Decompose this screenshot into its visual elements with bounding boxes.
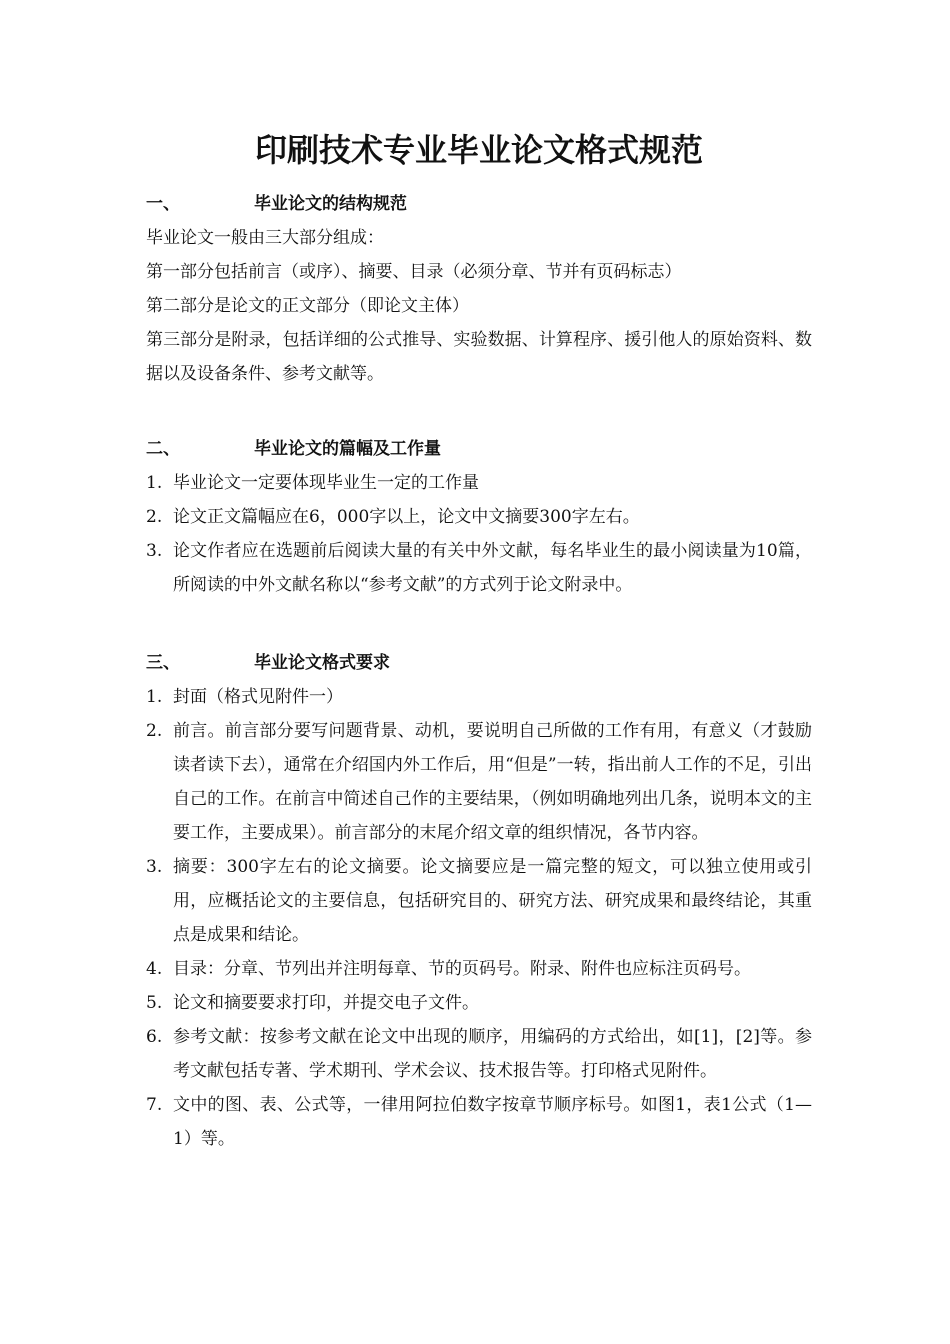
section-structure <box>146 187 812 391</box>
list-item-number: 1. <box>146 473 163 493</box>
list-item-text: 论文作者应在选题前后阅读大量的有关中外文献，每名毕业生的最小阅读量为10篇， 所阅读的中外文献名称以“参考文献”的方式列于论文附录中。 <box>173 541 812 595</box>
list-item <box>146 534 812 602</box>
section-number: 一、 <box>146 194 180 214</box>
section-format <box>146 646 812 1156</box>
section-heading <box>146 187 812 221</box>
section-heading-text: 毕业论文格式要求 <box>254 653 390 673</box>
list-item-text: 摘要：300字左右的论文摘要。论文摘要应是一篇完整的短文，可以独立使用或引用，应概括论文的主要信息，包括研究目的、研究方法、研究成果和最终结论，其重点是成果和结论。 <box>173 857 812 945</box>
list-item-number: 7. <box>146 1095 163 1115</box>
section-length <box>146 432 812 602</box>
section-heading <box>146 432 812 466</box>
list-item-text: 毕业论文一定要体现毕业生一定的工作量 <box>173 473 479 493</box>
list-item <box>146 986 812 1020</box>
list-item-text: 论文和摘要要求打印，并提交电子文件。 <box>173 993 479 1013</box>
paragraph: 第一部分包括前言（或序）、摘要、目录（必须分章、节并有页码标志） <box>146 262 682 282</box>
list-item <box>146 466 812 500</box>
list-item-number: 3. <box>146 857 163 877</box>
paragraph: 毕业论文一般由三大部分组成： <box>146 228 384 248</box>
paragraph: 第二部分是论文的正文部分（即论文主体） <box>146 296 469 316</box>
list-item-text: 目录：分章、节列出并注明每章、节的页码号。附录、附件也应标注页码号。 <box>173 959 751 979</box>
section-heading-text: 毕业论文的篇幅及工作量 <box>254 439 441 459</box>
list-item-number: 5. <box>146 993 163 1013</box>
section-number: 二、 <box>146 439 180 459</box>
list-item-number: 6. <box>146 1027 163 1047</box>
list-item-number: 4. <box>146 959 163 979</box>
list-item-text: 文中的图、表、公式等，一律用阿拉伯数字按章节顺序标号。如图1，表1公式（1—1）等。 <box>173 1095 812 1149</box>
list-item-text: 封面（格式见附件一） <box>173 687 343 707</box>
list-item-number: 1. <box>146 687 163 707</box>
list-item <box>146 1088 812 1156</box>
list-item <box>146 714 812 850</box>
section-heading-text: 毕业论文的结构规范 <box>254 194 407 214</box>
list-item-text: 参考文献：按参考文献在论文中出现的顺序，用编码的方式给出，如[1]，[2]等。参考文献包括专著、学术期刊、学术会议、技术报告等。打印格式见附件。 <box>173 1027 812 1081</box>
list-item-number: 3. <box>146 541 163 561</box>
document-title: 印刷技术专业毕业论文格式规范 <box>254 131 703 169</box>
list-item <box>146 680 812 714</box>
paragraph: 第三部分是附录，包括详细的公式推导、实验数据、计算程序、援引他人的原始资料、数据以及设备条件、参考文献等。 <box>146 330 812 384</box>
list-item <box>146 952 812 986</box>
list-item-number: 2. <box>146 507 163 527</box>
list-item <box>146 850 812 952</box>
list-item-number: 2. <box>146 721 163 741</box>
list-item <box>146 1020 812 1088</box>
list-item-text: 论文正文篇幅应在6，000字以上，论文中文摘要300字左右。 <box>173 507 640 527</box>
section-heading <box>146 646 812 680</box>
list-item <box>146 500 812 534</box>
section-number: 三、 <box>146 653 180 673</box>
list-item-text: 前言。前言部分要写问题背景、动机，要说明自己所做的工作有用，有意义（才鼓励读者读下去），通常在介绍国内外工作后，用“但是”一转，指出前人工作的不足，引出自己的工作。在前言中简述自己作的主要结果，（例如明确地列出几条，说明本文的主要工作，主要成果）。前言部分的末尾介绍文章的组织情况，各节内容。 <box>173 721 812 843</box>
